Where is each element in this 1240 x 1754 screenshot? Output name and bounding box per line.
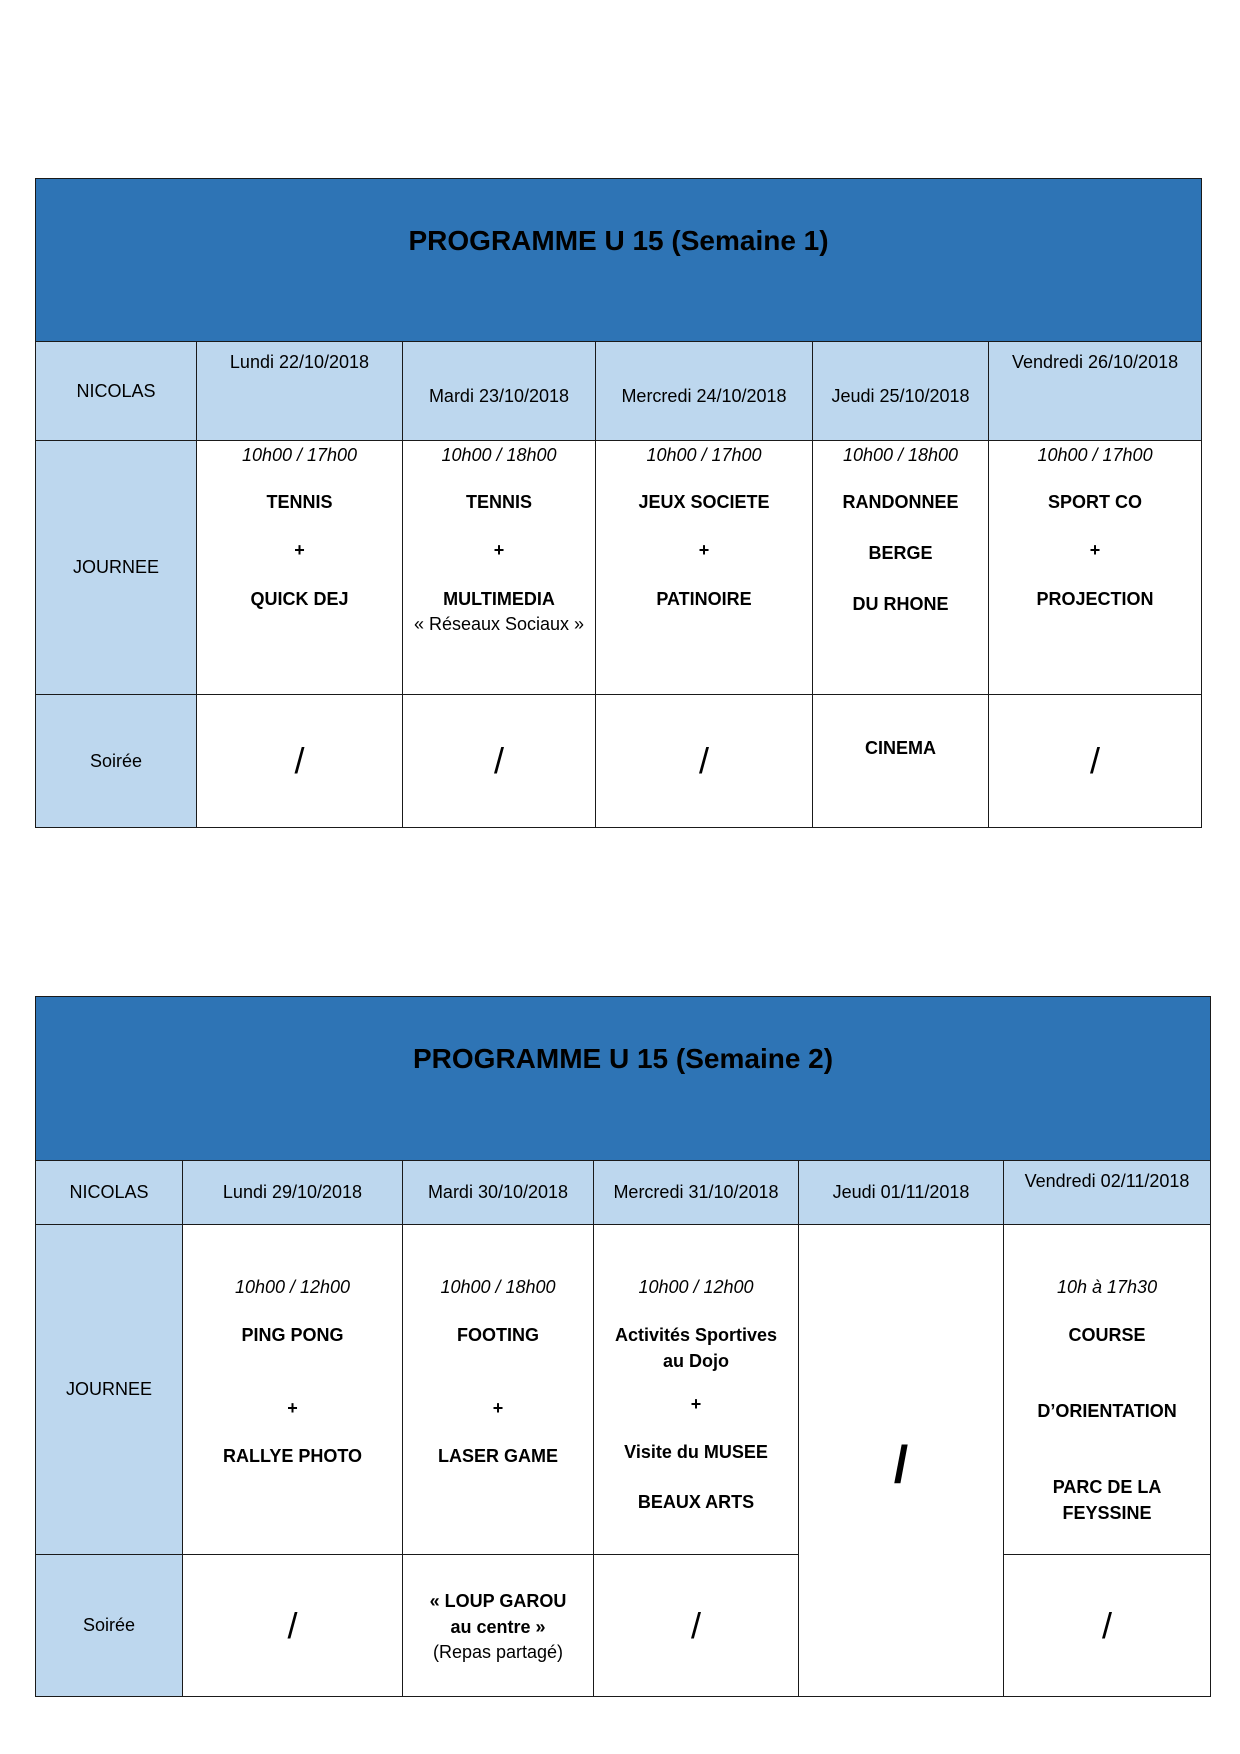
activity: CINEMA [865,738,936,758]
week1-day-activities [403,441,596,695]
week2-day-activities [1004,1225,1211,1555]
week2-evening-cell [183,1555,403,1697]
activity: JEUX SOCIETE [638,492,770,512]
week1-evening-cell [596,695,813,828]
activity: Activités Sportives au Dojo [614,1325,778,1371]
activity: SPORT CO [1048,492,1143,512]
time-range: 10h00 / 17h00 [646,445,762,465]
time-range: 10h00 / 18h00 [441,445,557,465]
separator: + [492,1398,504,1418]
week2-day-header: Lundi 29/10/2018 [183,1161,403,1225]
separator: + [294,540,305,560]
activity: RALLYE PHOTO [222,1446,363,1466]
empty-slash: / [1090,740,1101,781]
week2-day-header: Vendredi 02/11/2018 [1004,1161,1211,1225]
activity: BERGE [868,543,933,563]
week1-evening-cell [989,695,1202,828]
week2-schedule-table [35,996,1211,1697]
activity: QUICK DEJ [250,589,349,609]
activity: RANDONNEE [842,492,959,512]
week2-day-header: Jeudi 01/11/2018 [799,1161,1004,1225]
separator: + [1089,540,1101,560]
activity: MULTIMEDIA [443,589,555,609]
activity: FOOTING [457,1325,539,1345]
empty-slash: / [287,1604,298,1646]
week1-name-label: NICOLAS [36,342,197,441]
week1-schedule-table [35,178,1202,828]
week2-merged-day-cell [799,1225,1004,1697]
week2-evening-cell [1004,1555,1211,1697]
week1-day-header: Vendredi 26/10/2018 [989,342,1202,441]
separator: + [690,1394,702,1414]
week2-day-activities [183,1225,403,1555]
week1-day-activities [596,441,813,695]
week1-evening-cell [813,695,989,828]
week2-day-activities [594,1225,799,1555]
time-range: 10h00 / 17h00 [1037,445,1153,465]
week1-day-header: Mardi 23/10/2018 [403,342,596,441]
week1-day-row-label: JOURNEE [36,441,197,695]
time-range: 10h00 / 12h00 [638,1277,754,1297]
activity: BEAUX ARTS [637,1492,755,1512]
week1-day-header: Mercredi 24/10/2018 [596,342,813,441]
week1-evening-cell [197,695,403,828]
separator: + [493,540,505,560]
week1-day-activities [989,441,1202,695]
activity: PING PONG [241,1325,344,1345]
time-range: 10h à 17h30 [1056,1277,1158,1297]
week2-day-row-label: JOURNEE [36,1225,183,1555]
week2-evening-row-label: Soirée [36,1555,183,1697]
week1-day-header: Lundi 22/10/2018 [197,342,403,441]
activity: TENNIS [465,492,532,512]
week1-day-activities [813,441,989,695]
activity: D’ORIENTATION [1037,1401,1177,1421]
week1-evening-row-label: Soirée [36,695,197,828]
time-range: 10h00 / 18h00 [842,445,959,465]
activity: LASER GAME [437,1446,558,1466]
activity: PATINOIRE [656,589,752,609]
time-range: 10h00 / 18h00 [440,1277,556,1297]
separator: + [287,1398,298,1418]
activity: Visite du MUSEE [624,1442,768,1462]
week2-day-header: Mardi 30/10/2018 [403,1161,594,1225]
empty-slash: / [1102,1604,1113,1646]
empty-slash: / [294,740,305,781]
week2-name-label: NICOLAS [36,1161,183,1225]
activity: DU RHONE [852,594,949,614]
week1-day-activities [197,441,403,695]
week2-day-header: Mercredi 31/10/2018 [594,1161,799,1225]
activity: « LOUP GAROU au centre » [429,1590,567,1637]
week2-title: PROGRAMME U 15 (Semaine 2) [36,997,1211,1161]
empty-slash: / [493,740,504,781]
time-range: 10h00 / 12h00 [234,1277,351,1297]
activity: COURSE [1068,1325,1146,1345]
activity-note: « Réseaux Sociaux » [413,614,585,634]
activity: TENNIS [266,492,333,512]
activity-note: (Repas partagé) [432,1641,564,1662]
week2-evening-cell [403,1555,594,1697]
week1-day-header: Jeudi 25/10/2018 [813,342,989,441]
activity: PARC DE LA FEYSSINE [1052,1477,1162,1523]
activity: PROJECTION [1036,589,1154,609]
week1-title: PROGRAMME U 15 (Semaine 1) [36,179,1202,342]
empty-slash: / [893,1436,909,1494]
separator: + [698,540,710,560]
week1-evening-cell [403,695,596,828]
time-range: 10h00 / 17h00 [241,445,358,465]
week2-day-activities [403,1225,594,1555]
empty-slash: / [690,1604,701,1646]
empty-slash: / [698,740,709,781]
week2-evening-cell [594,1555,799,1697]
